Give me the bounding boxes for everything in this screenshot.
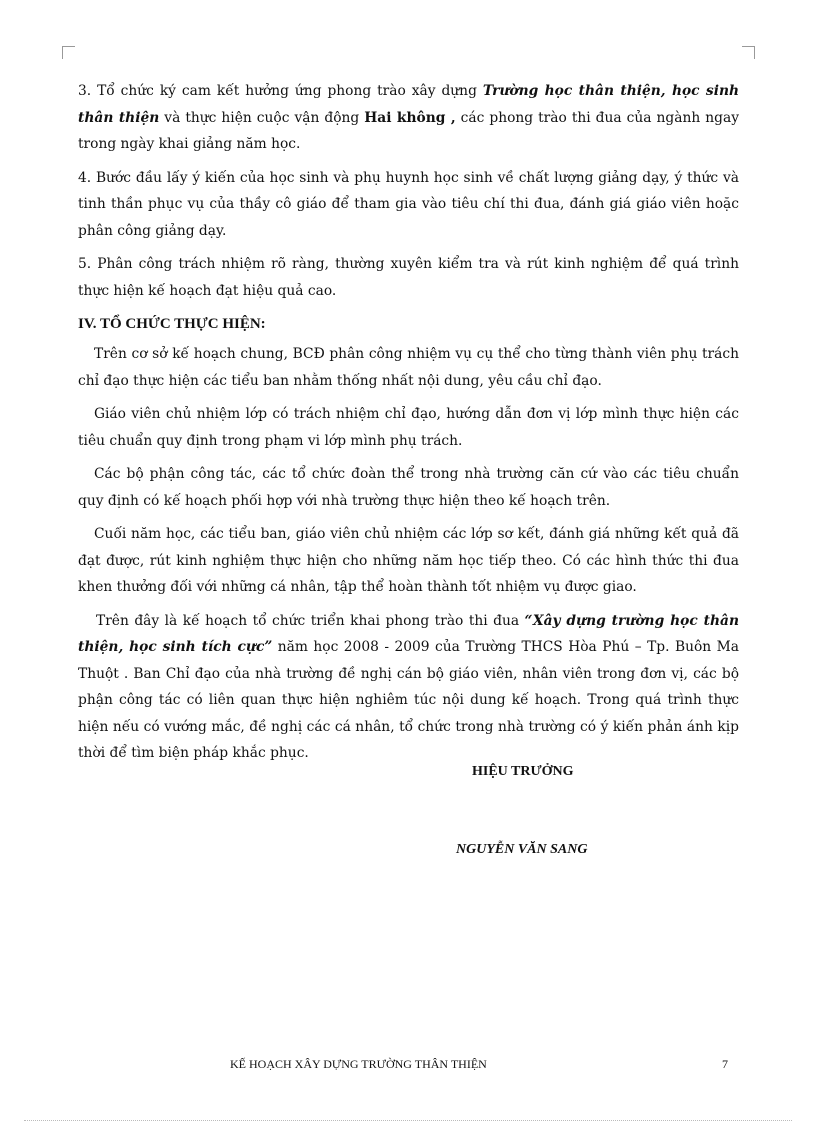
signature-name: NGUYỄN VĂN SANG xyxy=(456,842,588,857)
section-heading: IV. TỔ CHỨC THỰC HIỆN: xyxy=(78,316,266,332)
paragraph-5-text-c: năm học 2008 - 2009 của Trường THCS Hòa Phú – Tp. Buôn Ma Thuột . Ban Chỉ đạo của nhà trường đề nghị cán bộ giáo viên, nhân viên trong đơn vị, các bộ phận công tác có liên quan thực hiện nghiêm túc nội dung kế hoạch. Trong quá trình thực hiện nếu có vướng mắc, đề nghị các cá nhân, tổ chức trong nhà trường có ý kiến phản ánh kịp thời để tìm biện pháp khắc phục. xyxy=(78,639,739,761)
item-3-text-e: các phong trào thi đua của ngành ngay trong ngày khai giảng năm học. xyxy=(78,109,739,152)
paragraph-5-text-a: Trên đây là kế hoạch tổ chức triển khai phong trào thi đua xyxy=(96,612,525,629)
document-body xyxy=(78,78,739,774)
paragraph-5-emphasis: “Xây dựng trường học thân thiện, học sinh tích cực” xyxy=(78,612,739,655)
item-3-text-c: và thực hiện cuộc vận động xyxy=(159,109,365,126)
signature-title: HIỆU TRƯỞNG xyxy=(472,764,574,779)
item-3-text-a: 3. Tổ chức ký cam kết hưởng ứng phong trào xây dựng xyxy=(78,83,483,99)
crop-mark-top-right xyxy=(742,46,755,59)
page-number: 7 xyxy=(722,1057,728,1071)
item-5: 5. Phân công trách nhiệm rõ ràng, thường xuyên kiểm tra và rút kinh nghiệm để quá trình thực hiện kế hoạch đạt hiệu quả cao. xyxy=(78,256,739,299)
item-3-bold: Hai không , xyxy=(364,109,456,126)
paragraph-4: Cuối năm học, các tiểu ban, giáo viên chủ nhiệm các lớp sơ kết, đánh giá những kết quả đã đạt được, rút kinh nghiệm thực hiện cho những năm học tiếp theo. Có các hình thức thi đua khen thưởng đối với những cá nhân, tập thể hoàn thành tốt nhiệm vụ được giao. xyxy=(78,526,739,595)
paragraph-3: Các bộ phận công tác, các tổ chức đoàn thể trong nhà trường căn cứ vào các tiêu chuẩn quy định có kế hoạch phối hợp với nhà trường thực hiện theo kế hoạch trên. xyxy=(78,466,739,509)
paragraph-1: Trên cơ sở kế hoạch chung, BCĐ phân công nhiệm vụ cụ thể cho từng thành viên phụ trách chỉ đạo thực hiện các tiểu ban nhằm thống nhất nội dung, yêu cầu chỉ đạo. xyxy=(78,346,739,389)
footer-title: KẾ HOẠCH XÂY DỰNG TRƯỜNG THÂN THIỆN xyxy=(230,1057,487,1071)
crop-mark-top-left xyxy=(62,46,75,59)
item-4: 4. Bước đầu lấy ý kiến của học sinh và phụ huynh học sinh về chất lượng giảng dạy, ý thức và tinh thần phục vụ của thầy cô giáo để tham gia vào tiêu chí thi đua, đánh giá giáo viên hoặc phân công giảng dạy. xyxy=(78,169,739,239)
item-3 xyxy=(78,78,739,158)
bottom-divider xyxy=(24,1120,792,1121)
item-3-emphasis: Trường học thân thiện, học sinh thân thiện xyxy=(78,83,740,126)
paragraph-2: Giáo viên chủ nhiệm lớp có trách nhiệm chỉ đạo, hướng dẫn đơn vị lớp mình thực hiện các tiêu chuẩn quy định trong phạm vi lớp mình phụ trách. xyxy=(78,406,739,449)
paragraph-5 xyxy=(78,608,739,767)
